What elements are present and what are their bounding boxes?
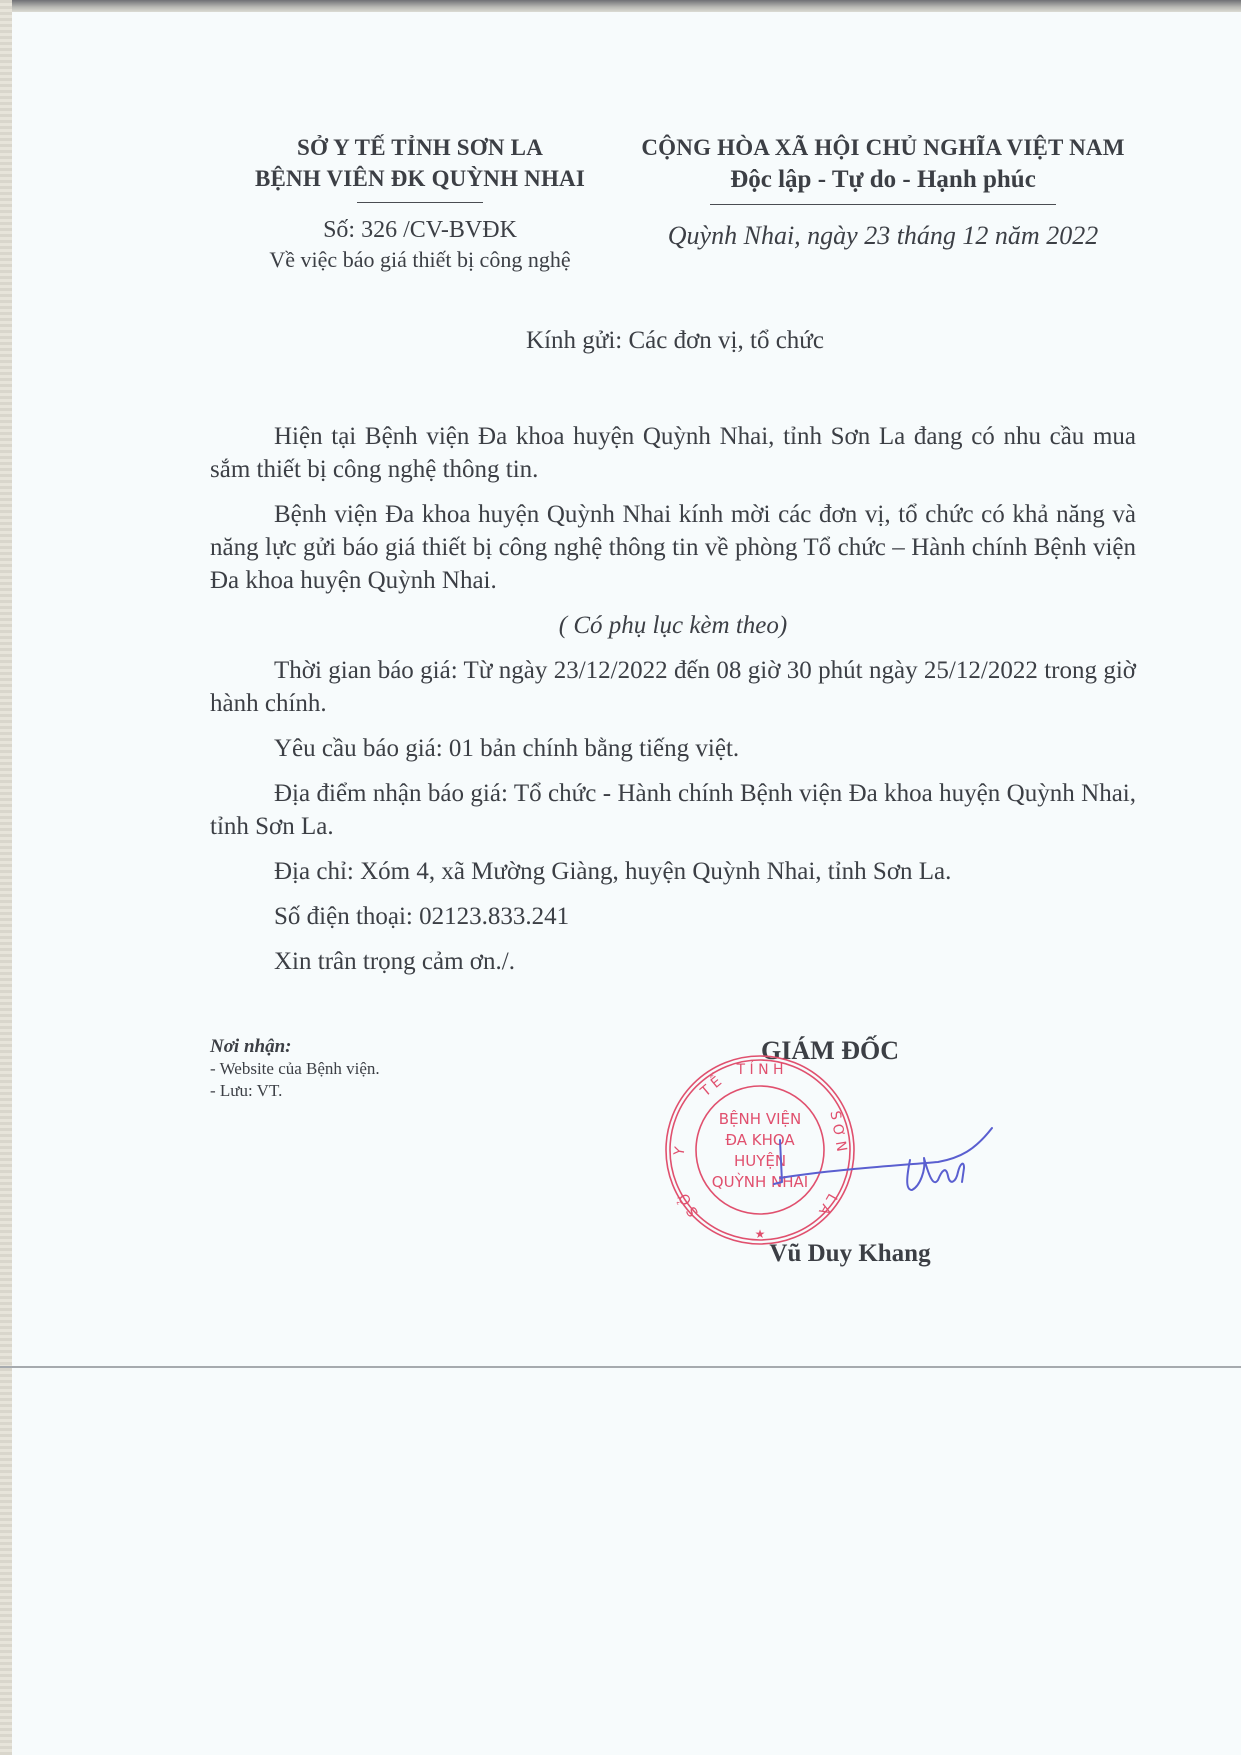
motto-divider <box>710 204 1056 205</box>
stamp-line: ĐA KHOA <box>725 1131 795 1149</box>
svg-text:T Ỉ N H: T Ỉ N H <box>736 1062 784 1078</box>
issuer-block <box>210 132 630 275</box>
document-subject: Về việc báo giá thiết bị công nghệ <box>269 247 571 272</box>
recipient-item: - Lưu: VT. <box>210 1081 283 1100</box>
scan-top-edge <box>0 0 1241 12</box>
body-paragraph-need: Hiện tại Bệnh viện Đa khoa huyện Quỳnh Nhai, tỉnh Sơn La đang có nhu cầu mua sắm thiết bị công nghệ thông tin. <box>210 423 1136 483</box>
nation-title: CỘNG HÒA XÃ HỘI CHỦ NGHĨA VIỆT NAM <box>641 135 1125 160</box>
page-fold-line <box>0 1366 1241 1368</box>
place-and-date: Quỳnh Nhai, ngày 23 tháng 12 năm 2022 <box>667 221 1099 250</box>
signatory-name: Vũ Duy Khang <box>769 1240 931 1267</box>
national-heading-block <box>618 132 1148 251</box>
issuer-divider <box>357 202 483 203</box>
document-number: Số: 326 /CV-BVĐK <box>323 217 517 243</box>
salutation: Kính gửi: Các đơn vị, tổ chức <box>526 327 824 354</box>
stamp-line: QUỲNH NHAI <box>711 1173 809 1191</box>
scan-left-edge <box>0 0 12 1755</box>
stamp-line: BỆNH VIỆN <box>718 1110 802 1128</box>
body-paragraph-quote-requirement: Yêu cầu báo giá: 01 bản chính bằng tiếng việt. <box>274 735 740 762</box>
svg-text:L A: L A <box>815 1190 840 1218</box>
recipient-item: - Website của Bệnh viện. <box>210 1059 380 1078</box>
svg-text:T Ế: T Ế <box>697 1073 725 1101</box>
body-paragraph-invitation: Bệnh viện Đa khoa huyện Quỳnh Nhai kính mời các đơn vị, tổ chức có khả năng và năng lực gửi báo giá thiết bị công nghệ thông tin về phòng Tổ chức – Hành chính Bệnh viện Đa khoa huyện Quỳnh Nhai. <box>210 501 1136 594</box>
recipients-label: Nơi nhận: <box>210 1036 292 1057</box>
stamp-line: HUYỆN <box>733 1152 787 1170</box>
letter-body <box>210 420 1136 990</box>
svg-text:S Ở: S Ở <box>675 1188 702 1220</box>
appendix-note: ( Có phụ lục kèm theo) <box>558 612 788 639</box>
body-paragraph-phone: Số điện thoại: 02123.833.241 <box>274 903 570 930</box>
svg-text:S Ơ N: S Ơ N <box>826 1109 850 1153</box>
body-paragraph-closing: Xin trân trọng cảm ơn./. <box>274 948 515 975</box>
body-paragraph-receiving-location: Địa điểm nhận báo giá: Tổ chức - Hành chính Bệnh viện Đa khoa huyện Quỳnh Nhai, tỉnh Sơn La. <box>210 780 1136 840</box>
department-name: SỞ Y TẾ TỈNH SƠN LA <box>296 135 544 160</box>
svg-text:★: ★ <box>754 1227 766 1241</box>
signatory-title: GIÁM ĐỐC <box>761 1036 899 1065</box>
national-motto: Độc lập - Tự do - Hạnh phúc <box>730 166 1036 193</box>
body-paragraph-quote-period: Thời gian báo giá: Từ ngày 23/12/2022 đến 08 giờ 30 phút ngày 25/12/2022 trong giờ hành chính. <box>210 657 1136 717</box>
organization-name: BỆNH VIÊN ĐK QUỲNH NHAI <box>254 166 586 191</box>
handwritten-signature-icon <box>760 1120 1000 1210</box>
svg-text:Y: Y <box>671 1145 689 1157</box>
body-paragraph-address: Địa chỉ: Xóm 4, xã Mường Giàng, huyện Quỳnh Nhai, tỉnh Sơn La. <box>274 858 952 885</box>
recipients-block <box>210 1036 570 1102</box>
